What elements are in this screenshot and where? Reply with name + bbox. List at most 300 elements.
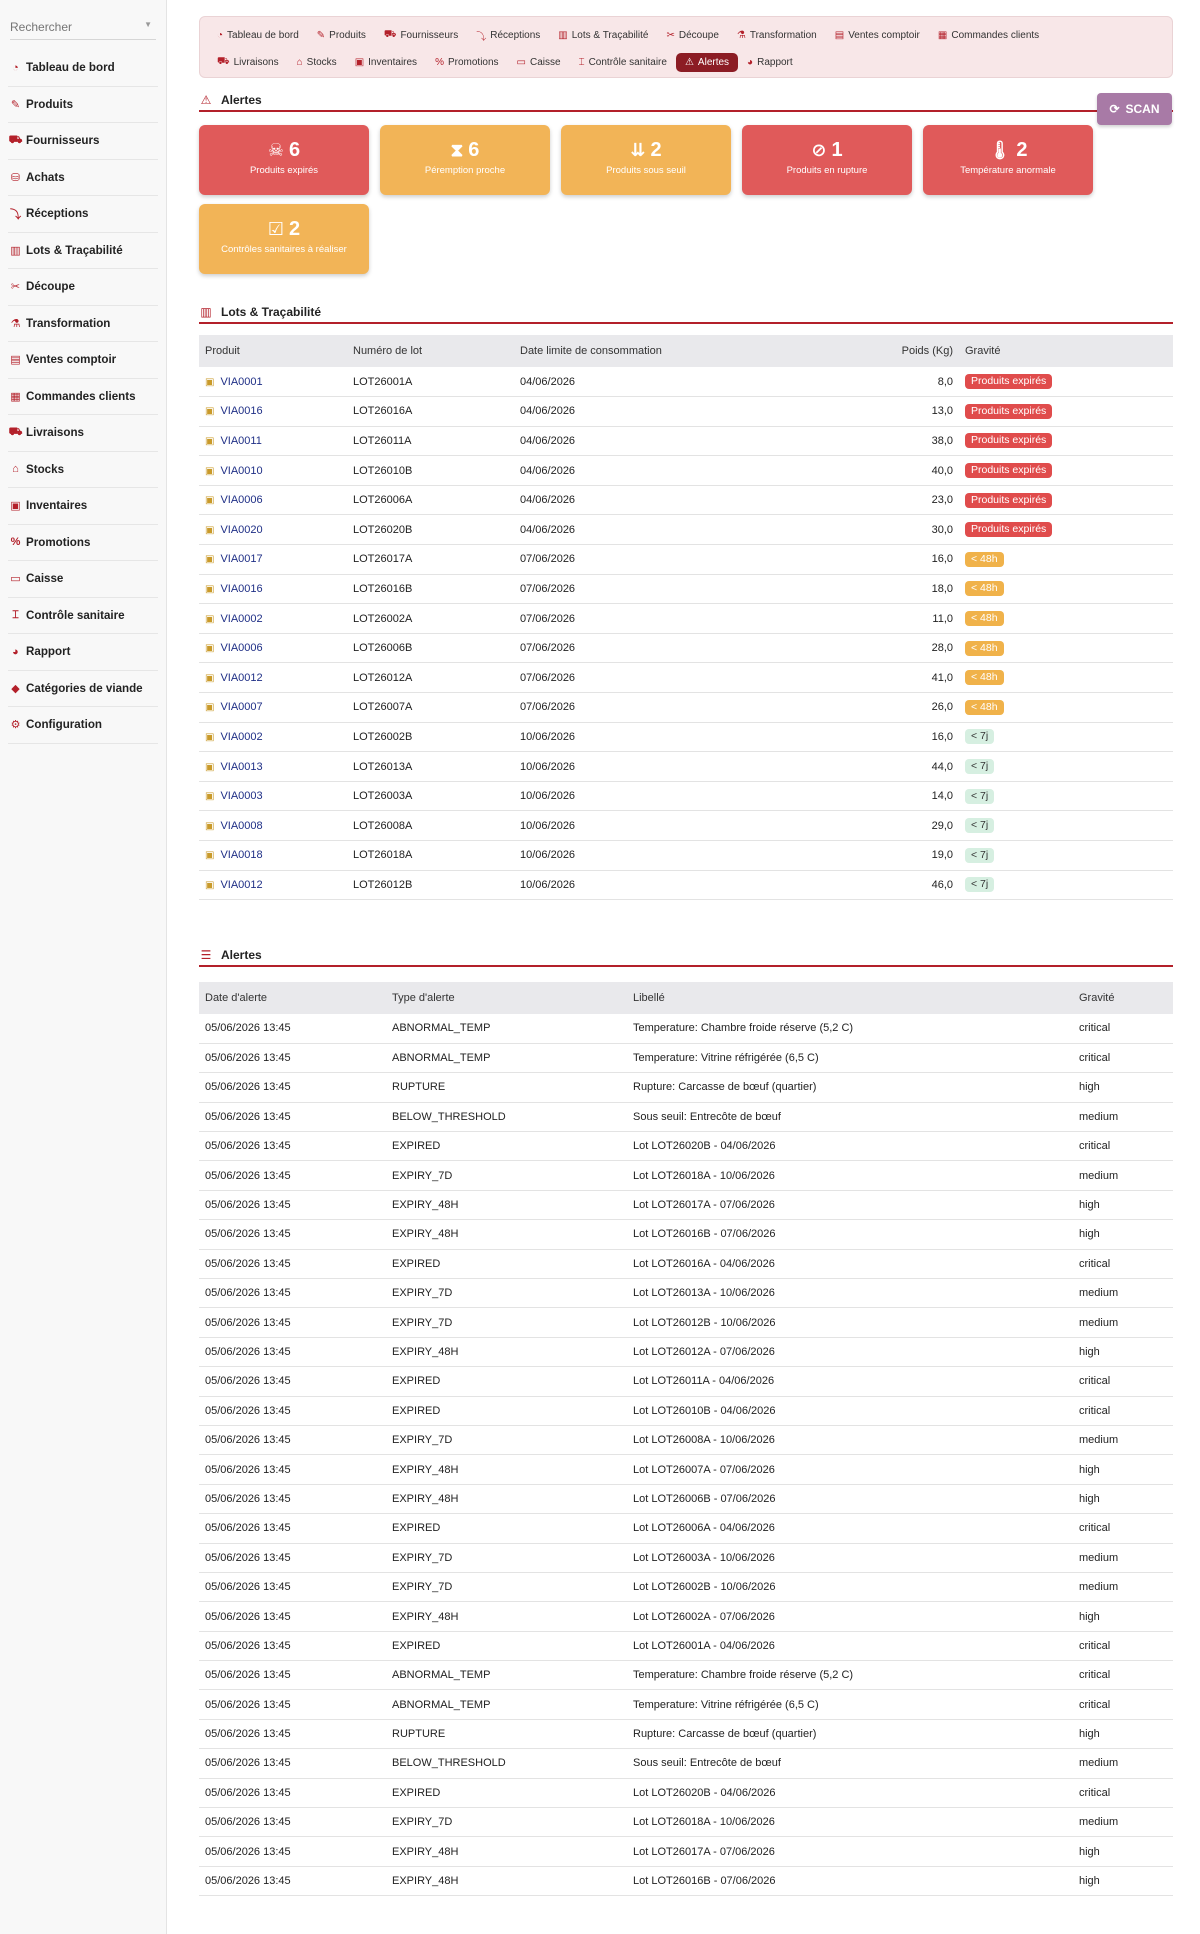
product-link[interactable]: VIA0006 xyxy=(220,494,263,507)
col-header[interactable]: Poids (Kg) xyxy=(901,345,953,357)
product-link[interactable]: VIA0002 xyxy=(220,612,263,625)
alert-label-cell: Lot LOT26016A - 04/06/2026 xyxy=(633,1257,775,1270)
expiry-date-cell: 07/06/2026 xyxy=(520,612,576,625)
chart-pie-icon: ◕ xyxy=(747,57,754,68)
lots-table xyxy=(199,335,1173,900)
drumstick-icon: ✎ xyxy=(10,98,21,111)
alerts-header-row xyxy=(199,982,1173,1014)
alert-card[interactable] xyxy=(923,125,1093,195)
nav-link-label: Contrôle sanitaire xyxy=(588,57,667,68)
sidebar-item[interactable] xyxy=(8,671,158,708)
alert-type-cell: EXPIRY_7D xyxy=(392,1434,453,1447)
gravity-badge: < 48h xyxy=(965,552,1004,567)
skull-icon: ☠ xyxy=(267,140,284,160)
weight-cell: 19,0 xyxy=(931,849,953,862)
nav-link[interactable] xyxy=(676,53,738,72)
col-header[interactable]: Date d'alerte xyxy=(205,992,268,1004)
product-cell xyxy=(199,545,347,575)
table-row xyxy=(199,1367,1173,1396)
top-navigation xyxy=(199,16,1173,78)
table-row xyxy=(199,397,1173,427)
table-row xyxy=(199,781,1173,811)
gravity-cell xyxy=(959,456,1173,486)
alert-date-cell: 05/06/2026 13:45 xyxy=(205,1492,291,1505)
alert-date-cell: 05/06/2026 13:45 xyxy=(205,1110,291,1123)
product-cell xyxy=(199,574,347,604)
weight-cell: 46,0 xyxy=(931,878,953,891)
gravity-cell xyxy=(959,604,1173,634)
sidebar-item[interactable] xyxy=(8,452,158,489)
gravity-cell xyxy=(959,870,1173,900)
weight-cell: 11,0 xyxy=(932,612,953,625)
sidebar-item-label: Ventes comptoir xyxy=(26,353,117,367)
alert-date-cell: 05/06/2026 13:45 xyxy=(205,1786,291,1799)
nav-link-label: Tableau de bord xyxy=(227,30,299,41)
sidebar-item[interactable] xyxy=(8,525,158,562)
nav-link-label: Commandes clients xyxy=(951,30,1040,41)
gravity-badge: < 7j xyxy=(965,759,994,774)
table-row xyxy=(199,1543,1173,1572)
expiry-date-cell: 10/06/2026 xyxy=(520,730,576,743)
alert-type-cell: EXPIRY_7D xyxy=(392,1581,453,1594)
ban-icon: ⊘ xyxy=(811,140,827,160)
drumstick-icon: ✎ xyxy=(316,30,326,41)
alert-date-cell: 05/06/2026 13:45 xyxy=(205,1169,291,1182)
product-link[interactable]: VIA0012 xyxy=(220,878,263,891)
alert-type-cell: EXPIRY_48H xyxy=(392,1610,459,1623)
alert-date-cell: 05/06/2026 13:45 xyxy=(205,1698,291,1711)
alert-card[interactable] xyxy=(742,125,912,195)
nav-link[interactable] xyxy=(549,26,657,45)
sidebar-item[interactable] xyxy=(8,598,158,635)
alert-card-label: Produits sous seuil xyxy=(606,165,686,176)
alert-gravity-cell: high xyxy=(1079,1845,1100,1858)
alert-type-cell: EXPIRY_48H xyxy=(392,1463,459,1476)
alert-type-cell: BELOW_THRESHOLD xyxy=(392,1757,506,1770)
nav-link[interactable] xyxy=(208,52,288,73)
table-row xyxy=(199,1161,1173,1190)
cart-icon: ⛁ xyxy=(10,171,21,184)
lot-number-cell: LOT26018A xyxy=(353,849,413,862)
sidebar-item[interactable] xyxy=(8,233,158,270)
table-row xyxy=(199,1073,1173,1102)
gravity-cell xyxy=(959,663,1173,693)
alert-date-cell: 05/06/2026 13:45 xyxy=(205,1639,291,1652)
sidebar-item[interactable] xyxy=(8,379,158,416)
sidebar-item[interactable] xyxy=(8,488,158,525)
nav-link-label: Inventaires xyxy=(368,57,418,68)
truck-icon: ⛟ xyxy=(8,133,23,146)
nav-link[interactable] xyxy=(657,26,727,45)
alert-label-cell: Lot LOT26016B - 07/06/2026 xyxy=(633,1228,776,1241)
sidebar-item-label: Livraisons xyxy=(26,426,84,440)
expiry-date-cell: 07/06/2026 xyxy=(520,701,576,714)
alert-card-count xyxy=(561,139,731,162)
sidebar-item[interactable] xyxy=(8,634,158,671)
alert-gravity-cell: high xyxy=(1079,1728,1100,1741)
truck-icon: ⛟ xyxy=(383,29,397,40)
alert-card-label: Produits en rupture xyxy=(786,165,868,176)
nav-link[interactable] xyxy=(929,26,1048,45)
sidebar-item[interactable] xyxy=(8,87,158,124)
box-icon: ▣ xyxy=(205,702,215,714)
sidebar-item[interactable] xyxy=(8,160,158,197)
alert-type-cell: EXPIRED xyxy=(392,1375,441,1388)
nav-link-label: Livraisons xyxy=(233,57,279,68)
col-header[interactable]: Numéro de lot xyxy=(353,345,423,357)
weight-cell: 40,0 xyxy=(931,464,953,477)
alert-label-cell: Temperature: Vitrine réfrigérée (6,5 C) xyxy=(633,1052,819,1065)
search-input[interactable] xyxy=(10,16,156,38)
product-link[interactable]: VIA0020 xyxy=(220,523,263,536)
scan-button[interactable] xyxy=(1097,93,1172,125)
alert-card-count xyxy=(199,218,369,241)
gravity-badge: < 48h xyxy=(965,670,1004,685)
truck-ramp-icon: ⛟ xyxy=(8,425,23,438)
alert-label-cell: Lot LOT26001A - 04/06/2026 xyxy=(633,1639,775,1652)
alert-gravity-cell: critical xyxy=(1079,1669,1111,1682)
alert-date-cell: 05/06/2026 13:45 xyxy=(205,1669,291,1682)
alert-date-cell: 05/06/2026 13:45 xyxy=(205,1522,291,1535)
alert-type-cell: EXPIRY_48H xyxy=(392,1199,459,1212)
alert-gravity-cell: high xyxy=(1079,1610,1100,1623)
sidebar-item-label: Transformation xyxy=(26,316,111,330)
search-box xyxy=(10,16,156,40)
scissors-icon: ✂ xyxy=(666,30,675,41)
alert-label-cell: Rupture: Carcasse de bœuf (quartier) xyxy=(633,1728,817,1741)
chevron-down-icon[interactable]: ▼ xyxy=(144,20,152,29)
alert-gravity-cell: critical xyxy=(1079,1698,1111,1711)
barcode-icon: ▥ xyxy=(558,30,568,41)
box-icon: ▣ xyxy=(205,524,215,536)
sidebar-item-label: Contrôle sanitaire xyxy=(26,608,125,622)
expiry-date-cell: 10/06/2026 xyxy=(520,878,576,891)
product-cell xyxy=(199,722,347,752)
alert-type-cell: EXPIRY_48H xyxy=(392,1875,459,1888)
sidebar-item[interactable] xyxy=(8,306,158,343)
lot-number-cell: LOT26016B xyxy=(353,582,413,595)
product-link[interactable]: VIA0002 xyxy=(220,730,263,743)
sidebar xyxy=(0,0,167,1934)
alert-date-cell: 05/06/2026 13:45 xyxy=(205,1463,291,1476)
alert-label-cell: Lot LOT26016B - 07/06/2026 xyxy=(633,1875,776,1888)
alert-gravity-cell: critical xyxy=(1079,1639,1111,1652)
alert-label-cell: Temperature: Chambre froide réserve (5,2 C) xyxy=(633,1669,854,1682)
product-link[interactable]: VIA0012 xyxy=(220,671,263,684)
sidebar-item[interactable] xyxy=(8,707,158,744)
alert-type-cell: EXPIRY_7D xyxy=(392,1551,453,1564)
col-header[interactable]: Date limite de consommation xyxy=(520,345,662,357)
tags-icon: ◆ xyxy=(11,682,20,695)
alert-date-cell: 05/06/2026 13:45 xyxy=(205,1081,291,1094)
gravity-cell xyxy=(959,781,1173,811)
alert-label-cell: Lot LOT26007A - 07/06/2026 xyxy=(633,1463,775,1476)
table-row xyxy=(199,1043,1173,1072)
gear-icon: ⚙ xyxy=(10,719,21,732)
alert-gravity-cell: critical xyxy=(1079,1140,1111,1153)
sidebar-item-label: Découpe xyxy=(26,280,75,294)
gravity-badge: < 7j xyxy=(965,818,994,833)
nav-link-label: Alertes xyxy=(697,57,730,68)
alert-label-cell: Lot LOT26011A - 04/06/2026 xyxy=(633,1375,775,1388)
alert-date-cell: 05/06/2026 13:45 xyxy=(205,1022,291,1035)
alert-type-cell: EXPIRY_7D xyxy=(392,1287,453,1300)
lot-number-cell: LOT26012A xyxy=(353,671,413,684)
nav-link[interactable] xyxy=(570,53,676,72)
alert-gravity-cell: medium xyxy=(1079,1287,1119,1300)
product-link[interactable]: VIA0011 xyxy=(220,434,262,447)
lot-number-cell: LOT26003A xyxy=(353,790,413,803)
sidebar-item-label: Catégories de viande xyxy=(26,681,143,695)
nav-link-label: Promotions xyxy=(447,57,499,68)
alert-date-cell: 05/06/2026 13:45 xyxy=(205,1816,291,1829)
alert-type-cell: EXPIRY_48H xyxy=(392,1345,459,1358)
alert-type-cell: ABNORMAL_TEMP xyxy=(392,1022,491,1035)
sidebar-item-label: Inventaires xyxy=(26,499,88,513)
nav-link-label: Caisse xyxy=(530,57,561,68)
box-icon: ▣ xyxy=(205,465,215,477)
alert-label-cell: Lot LOT26006B - 07/06/2026 xyxy=(633,1492,776,1505)
alert-date-cell: 05/06/2026 13:45 xyxy=(205,1052,291,1065)
nav-link[interactable] xyxy=(728,26,826,45)
product-cell xyxy=(199,811,347,841)
sidebar-item-label: Produits xyxy=(26,97,74,111)
gravity-badge: < 48h xyxy=(965,611,1004,626)
clipboard-check-icon: ☑ xyxy=(267,219,284,239)
alert-gravity-cell: medium xyxy=(1079,1816,1119,1829)
sidebar-item[interactable] xyxy=(8,269,158,306)
alert-type-cell: ABNORMAL_TEMP xyxy=(392,1052,491,1065)
alert-date-cell: 05/06/2026 13:45 xyxy=(205,1610,291,1623)
alert-label-cell: Temperature: Chambre froide réserve (5,2 C) xyxy=(633,1022,854,1035)
alert-card-number: 6 xyxy=(289,139,301,161)
box-icon: ▣ xyxy=(205,879,215,891)
box-icon: ▣ xyxy=(205,850,215,862)
col-header[interactable]: Produit xyxy=(205,345,240,357)
gravity-cell xyxy=(959,841,1173,871)
product-link[interactable]: VIA0016 xyxy=(220,405,263,418)
alert-card-count xyxy=(199,139,369,162)
alert-date-cell: 05/06/2026 13:45 xyxy=(205,1257,291,1270)
table-row xyxy=(199,1425,1173,1454)
alert-card-label: Péremption proche xyxy=(424,165,506,176)
nav-link[interactable] xyxy=(288,53,346,72)
product-link[interactable]: VIA0013 xyxy=(220,760,263,773)
sync-icon: ⟳ xyxy=(1109,102,1120,116)
expiry-date-cell: 04/06/2026 xyxy=(520,523,576,536)
nav-link[interactable] xyxy=(508,53,570,72)
nav-link-label: Fournisseurs xyxy=(400,30,459,41)
alert-date-cell: 05/06/2026 13:45 xyxy=(205,1434,291,1447)
col-header[interactable]: Gravité xyxy=(1079,992,1115,1004)
nav-link[interactable] xyxy=(738,53,802,72)
alert-card[interactable] xyxy=(199,125,369,195)
product-link[interactable]: VIA0017 xyxy=(220,553,263,566)
money-icon: ▭ xyxy=(10,573,21,586)
gravity-cell xyxy=(959,397,1173,427)
table-row xyxy=(199,1808,1173,1837)
gravity-badge: < 7j xyxy=(965,848,994,863)
alert-card[interactable] xyxy=(380,125,550,195)
boxes-icon: ▣ xyxy=(10,500,21,513)
product-cell xyxy=(199,485,347,515)
gravity-cell xyxy=(959,693,1173,723)
alert-label-cell: Lot LOT26008A - 10/06/2026 xyxy=(633,1434,775,1447)
product-cell xyxy=(199,456,347,486)
weight-cell: 23,0 xyxy=(931,494,953,507)
alert-label-cell: Lot LOT26012B - 10/06/2026 xyxy=(633,1316,776,1329)
gravity-cell xyxy=(959,633,1173,663)
cash-register-icon: ▤ xyxy=(834,30,845,41)
lots-title: Lots & Traçabilité xyxy=(221,305,322,319)
sidebar-item[interactable] xyxy=(8,415,158,452)
table-row xyxy=(199,1749,1173,1778)
nav-link[interactable] xyxy=(346,53,426,72)
alert-label-cell: Lot LOT26018A - 10/06/2026 xyxy=(633,1169,775,1182)
box-icon: ▣ xyxy=(205,435,215,447)
thermometer-icon: 🌡 xyxy=(988,140,1012,160)
alert-date-cell: 05/06/2026 13:45 xyxy=(205,1228,291,1241)
nav-link[interactable] xyxy=(426,53,507,72)
alert-gravity-cell: medium xyxy=(1079,1434,1119,1447)
alert-date-cell: 05/06/2026 13:45 xyxy=(205,1404,291,1417)
product-link[interactable]: VIA0007 xyxy=(220,701,263,714)
nav-link-label: Découpe xyxy=(678,30,719,41)
nav-link-label: Rapport xyxy=(757,57,793,68)
weight-cell: 13,0 xyxy=(931,405,953,418)
alert-card-label: Contrôles sanitaires à réaliser xyxy=(221,244,347,255)
nav-link[interactable] xyxy=(208,26,308,45)
alert-type-cell: EXPIRY_7D xyxy=(392,1316,453,1329)
nav-row xyxy=(208,23,1164,48)
alert-gravity-cell: high xyxy=(1079,1228,1100,1241)
alert-date-cell: 05/06/2026 13:45 xyxy=(205,1875,291,1888)
sidebar-item[interactable] xyxy=(8,196,158,233)
nav-link[interactable] xyxy=(826,26,929,45)
money-icon: ▭ xyxy=(516,57,526,68)
table-row xyxy=(199,1102,1173,1131)
nav-link-label: Transformation xyxy=(749,30,817,41)
lot-number-cell: LOT26012B xyxy=(353,878,413,891)
table-row xyxy=(199,1132,1173,1161)
lots-header-row xyxy=(199,335,1173,367)
dolly-icon: ⤵ xyxy=(476,32,487,43)
table-row xyxy=(199,1190,1173,1219)
alert-card[interactable] xyxy=(561,125,731,195)
nav-link[interactable] xyxy=(375,25,467,46)
table-row xyxy=(199,426,1173,456)
sidebar-item-label: Lots & Traçabilité xyxy=(26,243,123,257)
alert-gravity-cell: medium xyxy=(1079,1110,1119,1123)
product-link[interactable]: VIA0006 xyxy=(220,642,263,655)
product-cell xyxy=(199,693,347,723)
col-header[interactable]: Gravité xyxy=(965,345,1001,357)
gravity-badge: < 48h xyxy=(965,581,1004,596)
lot-number-cell: LOT26020B xyxy=(353,523,413,536)
alert-gravity-cell: critical xyxy=(1079,1052,1111,1065)
table-row xyxy=(199,1514,1173,1543)
blender-icon: ⚗ xyxy=(10,317,21,330)
gravity-badge: Produits expirés xyxy=(965,374,1052,389)
nav-link-label: Ventes comptoir xyxy=(848,30,920,41)
alert-date-cell: 05/06/2026 13:45 xyxy=(205,1287,291,1300)
product-link[interactable]: VIA0003 xyxy=(220,790,263,803)
blender-icon: ⚗ xyxy=(736,30,746,41)
alert-type-cell: EXPIRY_7D xyxy=(392,1169,453,1182)
sidebar-item[interactable] xyxy=(8,123,158,160)
thermometer-icon: ⌶ xyxy=(12,608,19,621)
alert-type-cell: EXPIRY_7D xyxy=(392,1816,453,1829)
hourglass-icon: ⧗ xyxy=(450,140,464,160)
lot-number-cell: LOT26016A xyxy=(353,405,413,418)
weight-cell: 26,0 xyxy=(931,701,953,714)
product-link[interactable]: VIA0008 xyxy=(220,819,263,832)
product-link[interactable]: VIA0016 xyxy=(220,582,263,595)
alert-label-cell: Temperature: Vitrine réfrigérée (6,5 C) xyxy=(633,1698,819,1711)
product-cell xyxy=(199,781,347,811)
table-row xyxy=(199,1602,1173,1631)
product-link[interactable]: VIA0018 xyxy=(220,849,263,862)
sidebar-item[interactable] xyxy=(8,50,158,87)
product-link[interactable]: VIA0010 xyxy=(220,464,263,477)
gravity-cell xyxy=(959,722,1173,752)
alert-date-cell: 05/06/2026 13:45 xyxy=(205,1845,291,1858)
warning-icon: ⚠ xyxy=(684,57,694,68)
product-cell xyxy=(199,426,347,456)
weight-cell: 28,0 xyxy=(931,642,953,655)
gauge-icon: ◔ xyxy=(217,30,224,41)
table-row xyxy=(199,545,1173,575)
gravity-badge: < 48h xyxy=(965,641,1004,656)
product-link[interactable]: VIA0001 xyxy=(220,375,263,388)
gravity-badge: Produits expirés xyxy=(965,493,1052,508)
sidebar-menu xyxy=(0,50,166,744)
alert-gravity-cell: critical xyxy=(1079,1257,1111,1270)
weight-cell: 41,0 xyxy=(931,671,953,684)
alert-type-cell: EXPIRY_48H xyxy=(392,1492,459,1505)
receipt-icon: ▦ xyxy=(10,390,21,403)
alert-card[interactable] xyxy=(199,204,369,274)
warehouse-icon: ⌂ xyxy=(12,463,19,476)
table-row xyxy=(199,1837,1173,1866)
nav-link[interactable] xyxy=(467,24,549,47)
product-cell xyxy=(199,870,347,900)
alerts-table xyxy=(199,982,1173,1896)
alert-label-cell: Lot LOT26017A - 07/06/2026 xyxy=(633,1845,775,1858)
table-row xyxy=(199,1572,1173,1601)
gravity-cell xyxy=(959,752,1173,782)
weight-cell: 8,0 xyxy=(937,375,953,388)
box-icon: ▣ xyxy=(205,495,215,507)
alert-date-cell: 05/06/2026 13:45 xyxy=(205,1375,291,1388)
warning-icon: ⚠ xyxy=(200,93,212,107)
col-header[interactable]: Type d'alerte xyxy=(392,992,455,1004)
table-row xyxy=(199,722,1173,752)
barcode-icon: ▥ xyxy=(10,244,21,257)
sidebar-item-label: Achats xyxy=(26,170,65,184)
gauge-icon: ◔ xyxy=(12,61,19,74)
table-row xyxy=(199,1337,1173,1366)
sidebar-item[interactable] xyxy=(8,342,158,379)
gravity-badge: Produits expirés xyxy=(965,522,1052,537)
box-icon: ▣ xyxy=(205,791,215,803)
nav-link[interactable] xyxy=(308,26,375,45)
lot-number-cell: LOT26011A xyxy=(353,434,412,447)
col-header[interactable]: Libellé xyxy=(633,992,665,1004)
truck-ramp-icon: ⛟ xyxy=(217,56,230,67)
gravity-cell xyxy=(959,485,1173,515)
sidebar-item[interactable] xyxy=(8,561,158,598)
